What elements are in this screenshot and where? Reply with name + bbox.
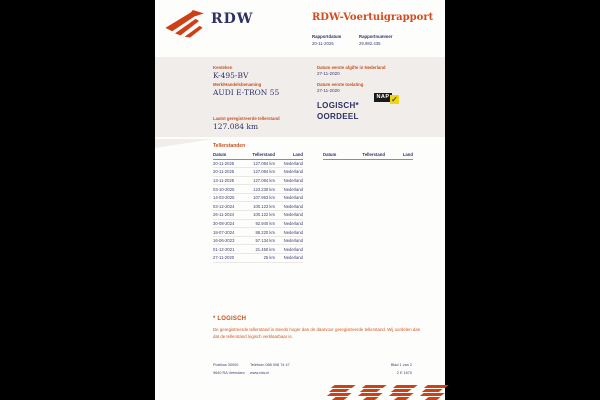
row-km: 107.953 km: [247, 193, 275, 202]
row-km: 100.123 km: [247, 202, 275, 211]
merk-value: AUDI E-TRON 55: [213, 88, 280, 97]
row-km: 127.084 km: [247, 159, 275, 168]
rdw-logo-bird-icon: [164, 8, 208, 38]
row-km: 92.940 km: [247, 219, 275, 228]
toelating-label: Datum eerste toelating: [317, 82, 364, 87]
footer-address: [213, 362, 245, 378]
rdw-stripe-icon: [359, 384, 385, 400]
merk-label: Merk/Handelsbenaming: [213, 82, 262, 87]
table-row: [213, 245, 303, 254]
row-land: Nederland: [275, 202, 303, 211]
row-land: Nederland: [275, 228, 303, 237]
report-number-value: 29.982.435: [359, 41, 381, 46]
toelating-value: 27-11-2020: [317, 88, 340, 93]
row-land: Nederland: [275, 185, 303, 194]
col-header-land: Land: [385, 151, 413, 159]
table-row: [213, 193, 303, 202]
rdw-stripe-icon: [328, 384, 354, 400]
row-km: 127.084 km: [247, 176, 275, 185]
table-row: [213, 159, 303, 168]
nap-check-icon: ✓: [391, 95, 398, 104]
rdw-wordmark: RDW: [211, 11, 254, 27]
row-date: 18-07-2024: [213, 228, 247, 237]
row-land: Nederland: [275, 254, 303, 263]
table-row: [213, 219, 303, 228]
tellerstanden-table: [213, 151, 303, 263]
report-page: [155, 0, 445, 400]
row-land: Nederland: [275, 159, 303, 168]
panel-diagonal-tab: [155, 139, 213, 148]
row-land: Nederland: [275, 236, 303, 245]
row-date: 20-11-2025: [213, 168, 247, 177]
row-land: Nederland: [275, 211, 303, 220]
oordeel-line1: LOGISCH*: [317, 101, 359, 110]
table-row: [213, 168, 303, 177]
tellerstanden-table-right: [323, 151, 413, 160]
tellerstanden-title: Tellerstanden: [213, 143, 246, 149]
kenteken-label: Kenteken: [213, 65, 233, 70]
report-title: RDW-Voertuigrapport: [312, 12, 434, 23]
row-date: 13-11-2025: [213, 176, 247, 185]
row-km: 57.134 km: [247, 236, 275, 245]
col-header-tellerstand: Tellerstand: [247, 151, 275, 159]
table-header-row: [323, 151, 413, 159]
row-date: 16-06-2023: [213, 236, 247, 245]
row-km: 86.220 km: [247, 228, 275, 237]
tellerstand-label: Laatst geregistreerde tellerstand: [213, 116, 280, 121]
row-date: 20-11-2025: [213, 159, 247, 168]
vehicle-info-panel: [155, 57, 445, 137]
col-header-datum: Datum: [323, 151, 357, 159]
footer-phone: Telefoon 088 008 74 47: [250, 363, 290, 367]
footer-form-code: 2 E 1670: [396, 370, 412, 375]
footnote-title: * LOGISCH: [213, 316, 247, 322]
row-date: 30-08-2024: [213, 219, 247, 228]
footer-page-info: [391, 362, 412, 378]
rdw-stripe-icon: [390, 384, 416, 400]
report-date-label: Rapportdatum: [312, 34, 342, 39]
row-km: 127.084 km: [247, 168, 275, 177]
row-date: 14-03-2025: [213, 193, 247, 202]
footer-page-number: Blad 1 van 2: [390, 363, 412, 367]
row-date: 26-11-2024: [213, 211, 247, 220]
table-row: [213, 236, 303, 245]
row-km: 123.230 km: [247, 185, 275, 194]
table-row: [213, 176, 303, 185]
rdw-stripe-icon: [421, 384, 447, 400]
nap-logo: [374, 93, 401, 105]
table-row: [213, 254, 303, 263]
oordeel-line2: OORDEEL: [317, 112, 359, 121]
row-date: 03-10-2025: [213, 185, 247, 194]
row-land: Nederland: [275, 168, 303, 177]
row-land: Nederland: [275, 245, 303, 254]
footer-address-line2: 9640 RA Veendam: [213, 370, 245, 375]
footnote-text: De geregistreerde tellerstand is steeds hoger dan de daarvoor geregistreerde tellerstand. Wij oordelen dan dat de tellerstand logisch verklaarbaar is.: [213, 327, 421, 340]
col-header-datum: Datum: [213, 151, 247, 159]
col-header-land: Land: [275, 151, 303, 159]
afgifte-value: 27-11-2020: [317, 71, 340, 76]
table-row: [213, 202, 303, 211]
table-row: [213, 185, 303, 194]
nap-logo-text: NAP: [374, 93, 392, 102]
row-date: 01-12-2021: [213, 245, 247, 254]
table-row: [213, 228, 303, 237]
row-date: 03-12-2024: [213, 202, 247, 211]
tellerstanden-tbody: [213, 159, 303, 262]
footer-contact: [250, 362, 290, 378]
row-km: 25 km: [247, 254, 275, 263]
table-row: [213, 211, 303, 220]
bottom-logo-strip: [328, 384, 447, 400]
report-number-label: Rapportnummer: [359, 34, 393, 39]
tellerstand-value: 127.084 km: [213, 122, 259, 131]
kenteken-value: K-495-BV: [213, 71, 249, 80]
row-km: 100.122 km: [247, 211, 275, 220]
row-land: Nederland: [275, 176, 303, 185]
footer-website: www.rdw.nl: [250, 370, 269, 375]
col-header-tellerstand: Tellerstand: [357, 151, 385, 159]
row-land: Nederland: [275, 193, 303, 202]
row-land: Nederland: [275, 219, 303, 228]
row-date: 27-11-2020: [213, 254, 247, 263]
row-km: 21.450 km: [247, 245, 275, 254]
table-header-row: [213, 151, 303, 159]
afgifte-label: Datum eerste afgifte in Nederland: [317, 65, 386, 70]
footer-address-line1: Postbus 30000: [213, 363, 239, 367]
report-date-value: 20-11-2025: [312, 41, 334, 46]
